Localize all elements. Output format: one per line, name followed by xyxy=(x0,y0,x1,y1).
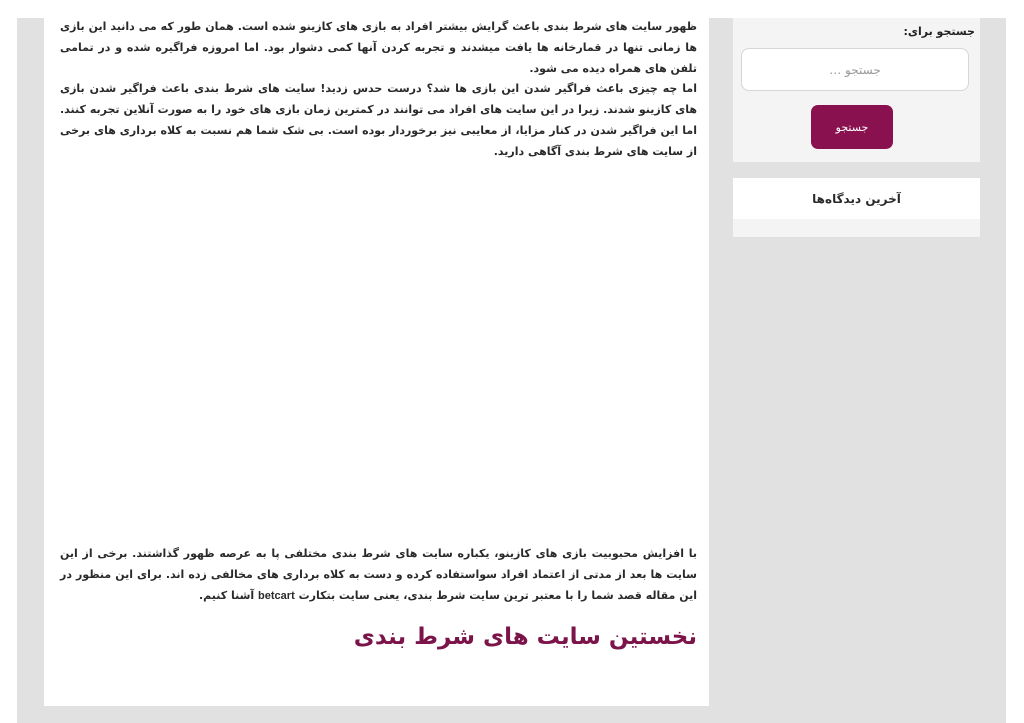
recent-comments-widget xyxy=(733,178,980,237)
paragraph-3-text-start: با افزایش محبوبیت بازی های کازینو، یکباره سایت های شرط بندی مختلفی پا به عرصه ظهور گذاشتند. برخی از این سایت ها بعد از مدتی از اعتماد افراد سواستفاده کرده و دست به کلاه برداری های مخالفی زده اند. برای این منظور در این مقاله قصد شما را با معتبر ترین سایت شرط بندی، یعنی سایت بتکارت xyxy=(60,547,697,602)
recent-comments-title: آخرین دیدگاه‌ها xyxy=(733,178,980,219)
paragraph-3-text-end: آشنا کنیم. xyxy=(198,589,259,602)
article-paragraph-3 xyxy=(60,543,697,607)
article-paragraph-1: ظهور سایت های شرط بندی باعث گرایش بیشتر افراد به بازی های کازینو شده است. همان طور که می دانید این بازی ها زمانی تنها در قمارخانه ها یافت میشدند و تجربه کردن آنها کمی دشوار بود. اما امروزه فراگیره شده و در تمامی تلفن های همراه دیده می شود. xyxy=(60,20,697,75)
article-content xyxy=(44,18,709,706)
search-input[interactable] xyxy=(741,48,969,91)
search-widget xyxy=(733,18,980,162)
search-button[interactable]: جستجو xyxy=(811,105,893,149)
betcart-brand-text: betcart xyxy=(258,590,295,602)
ad-placeholder xyxy=(60,148,697,528)
article-paragraph-2: اما چه چیزی باعث فراگیر شدن این بازی ها شد؟ درست حدس زدید! سایت های شرط بندی باعث فراگیر شدن بازی های کازینو شدند. زیرا در این سایت های افراد می توانند در کمترین زمان بازی های خود را به صورت آنلاین تجربه کنند. اما این فراگیر شدن در کنار مزایا، از معایبی نیز برخوردار بوده است. بی شک شما هم نسبت به کلاه برداری های برخی از سایت های شرط بندی آگاهی دارید. xyxy=(60,82,697,158)
section-heading: نخستین سایت های شرط بندی xyxy=(353,624,697,650)
search-label: جستجو برای: xyxy=(903,25,975,38)
